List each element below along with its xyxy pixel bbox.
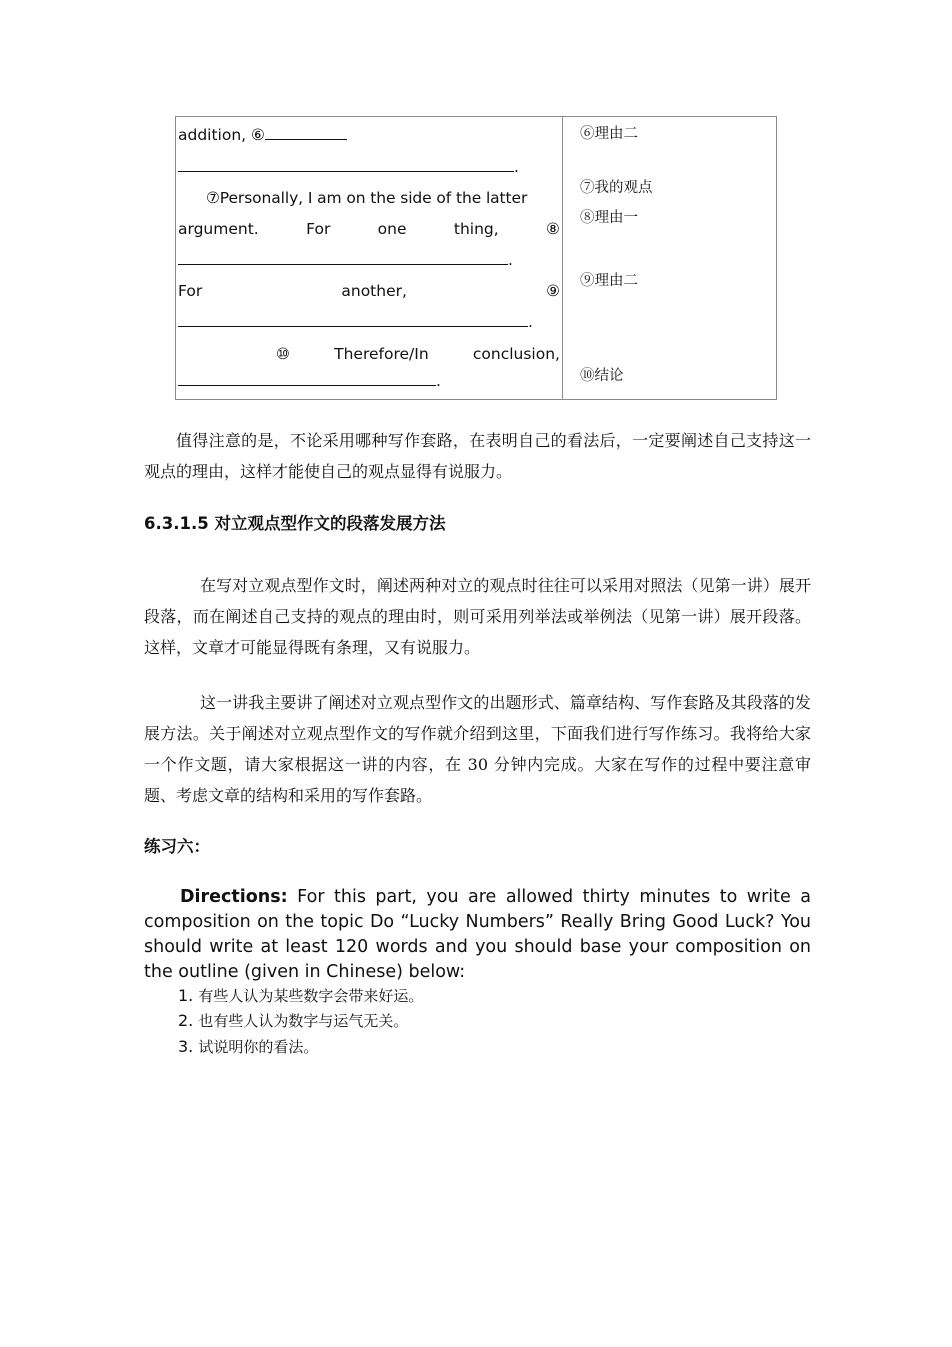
note-reason-two-b: ⑨理由二 — [580, 273, 638, 289]
outline-line-7: . — [178, 312, 560, 332]
essay-outline-table — [175, 116, 777, 400]
directions-text: For this part, you are allowed thirty minutes to write a composition on the topic Do “Lucky Numbers” Really Bring Good Luck? You should write at least 120 words and you should base your composition on the outline (given in Chinese) below: — [144, 887, 811, 982]
outline-text-personally: ⑦Personally, I am on the side of the latter — [206, 189, 528, 207]
table-column-divider — [562, 117, 563, 399]
note-reason-one: ⑧理由一 — [580, 210, 638, 226]
outline-line-9: . — [178, 371, 560, 391]
exercise-title: 练习六： — [144, 837, 210, 856]
outline-item-2: 2. 也有些人认为数字与运气无关。 — [178, 1011, 409, 1030]
outline-line-3 — [178, 188, 560, 208]
section-heading — [144, 513, 445, 535]
outline-line-4: argument. For one thing, ⑧ — [178, 220, 560, 238]
directions-label: Directions: — [180, 887, 288, 907]
note-my-view: ⑦我的观点 — [580, 180, 653, 196]
paragraph-note: 值得注意的是，不论采用哪种写作套路，在表明自己的看法后，一定要阐述自己支持这一观点的理由，这样才能使自己的观点显得有说服力。 — [144, 431, 811, 481]
answer-blank-10 — [178, 371, 436, 386]
note-conclusion: ⑩结论 — [580, 368, 624, 384]
outline-line-1 — [178, 125, 560, 145]
answer-blank-9 — [178, 312, 528, 327]
outline-line-2: . — [178, 157, 560, 177]
answer-blank-8 — [178, 250, 508, 265]
answer-blank-6b — [178, 157, 514, 172]
outline-line-6: For another, ⑨ — [178, 282, 560, 300]
section-title: 对立观点型作文的段落发展方法 — [214, 514, 446, 533]
paragraph-development-methods: 在写对立观点型作文时，阐述两种对立的观点时往往可以采用对照法（见第一讲）展开段落，而在阐述自己支持的观点的理由时，则可采用列举法或举例法（见第一讲）展开段落。这样，文章才可能显得既有条理，又有说服力。 — [144, 576, 811, 657]
outline-line-5: . — [178, 250, 560, 270]
answer-blank-6a — [265, 125, 347, 140]
outline-item-1: 1. 有些人认为某些数字会带来好运。 — [178, 986, 424, 1005]
outline-line-8: ⑩ Therefore/In conclusion, — [276, 345, 560, 363]
outline-text-addition: addition, ⑥ — [178, 126, 265, 144]
paragraph-summary: 这一讲我主要讲了阐述对立观点型作文的出题形式、篇章结构、写作套路及其段落的发展方法。关于阐述对立观点型作文的写作就介绍到这里，下面我们进行写作练习。我将给大家一个作文题，请大家根据这一讲的内容，在 30 分钟内完成。大家在写作的过程中要注意审题、考虑文章的结构和采用的写作套路。 — [144, 693, 811, 805]
exercise-directions — [144, 885, 811, 985]
note-reason-two: ⑥理由二 — [580, 126, 638, 142]
outline-item-3: 3. 试说明你的看法。 — [178, 1037, 319, 1056]
section-number: 6.3.1.5 — [144, 514, 209, 533]
